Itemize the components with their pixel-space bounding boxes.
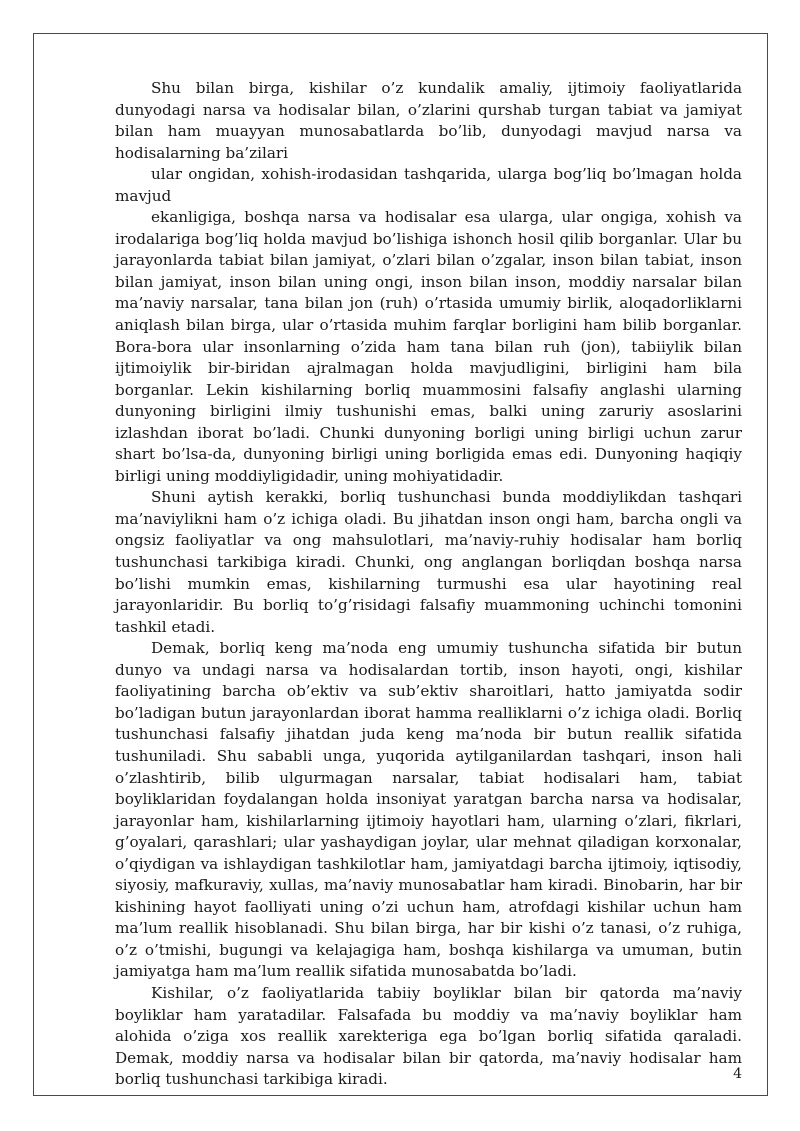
- paragraph-2: ular ongidan, xohish-irodasidan tashqarida, ularga bog’liq bo’lmagan holda mavjud: [115, 165, 742, 205]
- page-number: 4: [733, 1066, 742, 1082]
- document-body: [115, 78, 742, 1091]
- paragraph-5: Demak, borliq keng ma’noda eng umumiy tushuncha sifatida bir butun dunyo va undagi narsa va hodisalardan tortib, inson hayoti, ongi, kishilar faoliyatining barcha ob’ektiv va sub’ektiv sharoitlari, hatto jamiyatda sodir bo’ladigan butun jarayonlardan iborat hamma realliklarni o’z ichiga oladi. Borliq tushunchasi falsafiy jihatdan juda keng ma’noda bir butun reallik sifatida tushuniladi. Shu sababli unga, yuqorida aytilganilardan tashqari, inson hali o’zlashtirib, bilib ulgurmagan narsalar, tabiat hodisalari ham, tabiat boyliklaridan foydalangan holda insoniyat yaratgan barcha narsa va hodisalar, jarayonlar ham, kishilarlarning ijtimoiy hayotlari ham, ularning o’zlari, fikrlari, g’oyalari, qarashlari; ular yashaydigan joylar, ular mehnat qiladigan korxonalar, o’qiydigan va ishlaydigan tashkilotlar ham, jamiyatdagi barcha ijtimoiy, iqtisodiy, siyosiy, mafkuraviy, xullas, ma’naviy munosabatlar ham kiradi. Binobarin, har bir kishining hayot faolliyati uning o’zi uchun ham, atrofdagi kishilar uchun ham ma’lum reallik hisoblanadi. Shu bilan birga, har bir kishi o’z tanasi, o’z ruhiga, o’z o’tmishi, bugungi va kelajagiga ham, boshqa kishilarga va umuman, butin jamiyatga ham ma’lum reallik sifatida munosabatda bo’ladi.: [115, 639, 742, 981]
- paragraph-4: Shuni aytish kerakki, borliq tushunchasi bunda moddiylikdan tashqari ma’naviylikni ham o’z ichiga oladi. Bu jihatdan inson ongi ham, barcha ongli va ongsiz faoliyatlar va ong mahsulotlari, ma’naviy-ruhiy hodisalar ham borliq tushunchasi tarkibiga kiradi. Chunki, ong anglangan borliqdan boshqa narsa bo’lishi mumkin emas, kishilarning turmushi esa ular hayotining real jarayonlaridir. Bu borliq to’g’risidagi falsafiy muammoning uchinchi tomonini tashkil etadi.: [115, 488, 742, 636]
- paragraph-6: Kishilar, o’z faoliyatlarida tabiiy boyliklar bilan bir qatorda ma’naviy boyliklar ham yaratadilar. Falsafada bu moddiy va ma’naviy boyliklar ham alohida o’ziga xos reallik xarekteriga ega bo’lgan borliq sifatida qaraladi. Demak, moddiy narsa va hodisalar bilan bir qatorda, ma’naviy hodisalar ham borliq tushunchasi tarkibiga kiradi.: [115, 983, 742, 1089]
- paragraph-3: ekanligiga, boshqa narsa va hodisalar esa ularga, ular ongiga, xohish va irodalariga bog’liq holda mavjud bo’lishiga ishonch hosil qilib borganlar. Ular bu jarayonlarda tabiat bilan jamiyat, o’zlari bilan o’zgalar, inson bilan tabiat, inson bilan jamiyat, inson bilan uning ongi, inson bilan inson, moddiy narsalar bilan ma’naviy narsalar, tana bilan jon (ruh) o’rtasida umumiy birlik, aloqadorliklarni aniqlash bilan birga, ular o’rtasida muhim farqlar borligini ham bilib borganlar. Bora-bora ular insonlarning o’zida ham tana bilan ruh (jon), tabiiylik bilan ijtimoiylik bir-biridan ajralmagan holda mavjudligini, birligini ham bila borganlar. Lekin kishilarning borliq muammosini falsafiy anglashi ularning dunyoning birligini ilmiy tushunishi emas, balki uning zaruriy asoslarini izlashdan iborat bo’ladi. Chunki dunyoning borligi uning birligi uchun zarur shart bo’lsa-da, dunyoning birligi uning borligida emas edi. Dunyoning haqiqiy birligi uning moddiyligidadir, uning mohiyatidadir.: [115, 208, 742, 485]
- paragraph-1: Shu bilan birga, kishilar o’z kundalik amaliy, ijtimoiy faoliyatlarida dunyodagi narsa va hodisalar bilan, o’zlarini qurshab turgan tabiat va jamiyat bilan ham muayyan munosabatlarda bo’lib, dunyodagi mavjud narsa va hodisalarning ba’zilari: [115, 79, 742, 162]
